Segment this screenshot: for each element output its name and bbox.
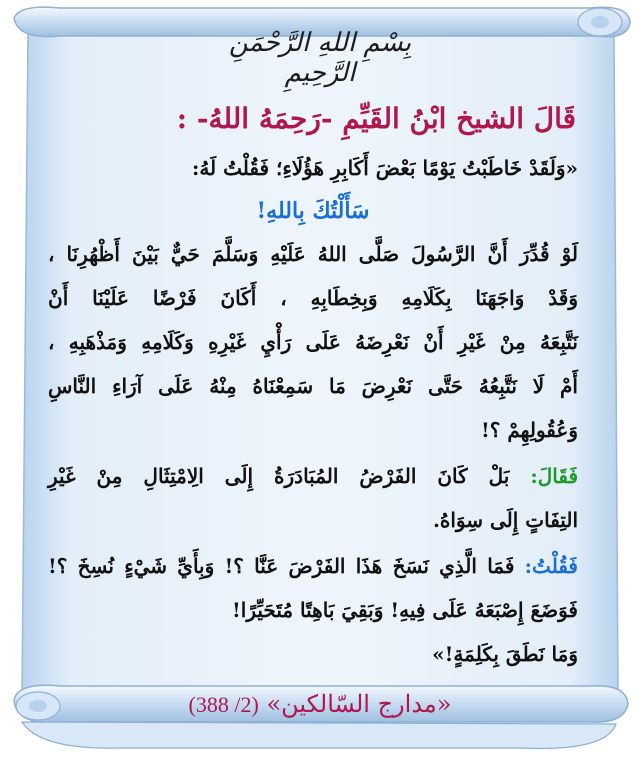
scroll-content [40, 28, 600, 708]
text-line-8-body: بَلْ كَانَ الفَرْضُ المُبَادَرَةُ إِلَى الِامْتِثَالِ مِنْ غَيْرِ [48, 464, 531, 488]
text-line-6: أَمْ لَا نَتَّبِعُهُ حَتَّى نَعْرِضَ مَا سَمِعْنَاهُ مِنْهُ عَلَى آرَاءِ النَّاسِ [48, 374, 578, 398]
text-line-1: «وَلَقَدْ خَاطَبْتُ يَوْمًا بَعْضَ أَكَابِرِ هَؤُلَاءِ؛ فَقُلْتُ لَهُ: [191, 156, 578, 180]
text-line-4: وَقَدْ وَاجَهَنَا بِكَلَامِهِ وَبِخِطَابِهِ ، أَكَانَ فَرْضًا عَلَيْنَا أَنْ [48, 286, 578, 310]
source-title: «مدارج السّالكين» [266, 690, 452, 718]
source-reference: (2/ 388) [188, 692, 259, 717]
source-citation [150, 690, 490, 730]
basmala: بِسْمِ اللهِ الرَّحْمَنِ الرَّحِيمِ [228, 28, 412, 88]
text-line-2: سَأَلْتُكَ بِاللهِ! [256, 198, 370, 224]
speaker-label-i-said: فَقُلْتُ: [524, 554, 578, 578]
text-line-11: فَوَضَعَ إِصْبَعَهُ عَلَى فِيهِ! وَبَقِيَ بَاهِتًا مُتَحَيِّرًا! [232, 598, 578, 622]
text-line-10-body: فَمَا الَّذِي نَسَخَ هَذَا الفَرْضَ عَنَّا ؟! وَبِأَيِّ شَيْءٍ نُسِخَ ؟! [48, 554, 525, 578]
text-line-9: التِفَاتٍ إِلَى سِوَاهُ. [432, 508, 578, 532]
text-line-10 [48, 554, 578, 578]
text-line-7: وَعُقُولِهِمْ ؟! [480, 418, 578, 442]
text-line-12: وَمَا نَطَقَ بِكَلِمَةٍ!» [432, 642, 578, 666]
text-line-3: لَوْ قُدِّرَ أَنَّ الرَّسُولَ صَلَّى اللهُ عَلَيْهِ وَسَلَّمَ حَيٌّ بَيْنَ أَظْهُرِنَا ، [48, 242, 578, 266]
text-line-8 [48, 464, 578, 488]
page-title: قَالَ الشيخ ابْنُ القَيِّمِ -رَحِمَهُ اللهُ- : [176, 102, 576, 135]
text-line-5: نَتَّبِعَهُ مِنْ غَيْرِ أَنْ نَعْرِضَهُ عَلَى رَأْيِ غَيْرِهِ وَكَلَامِهِ وَمَذْهَبِهِ ، [48, 330, 578, 354]
speaker-label-said: فَقَالَ: [530, 464, 578, 488]
